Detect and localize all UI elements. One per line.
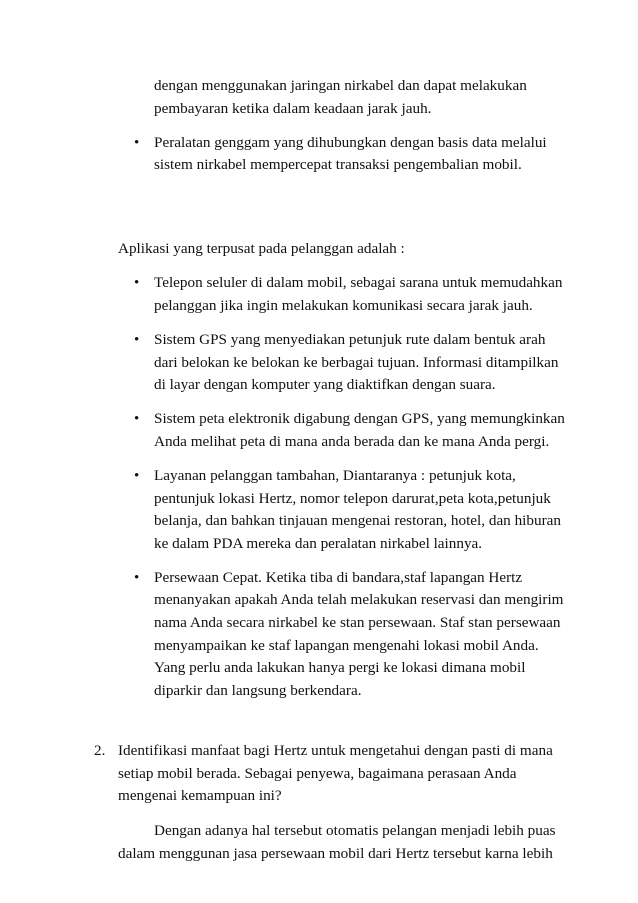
continuation-line: dengan menggunakan jaringan nirkabel dan dapat melakukan xyxy=(154,77,527,94)
bullet-text: Peralatan genggam yang dihubungkan dengan basis data melalui xyxy=(154,134,547,151)
bullet-text: Sistem peta elektronik digabung dengan GPS, yang memungkinkan xyxy=(154,410,565,427)
bullet-text: Yang perlu anda lakukan hanya pergi ke lokasi dimana mobil xyxy=(154,659,526,676)
bullet-text: nama Anda secara nirkabel ke stan persewaan. Staf stan persewaan xyxy=(154,614,561,631)
bullet-icon: • xyxy=(134,411,140,427)
bullet-text: pentunjuk lokasi Hertz, nomor telepon darurat,peta kota,petunjuk xyxy=(154,490,551,507)
answer-text: Dengan adanya hal tersebut otomatis pelangan menjadi lebih puas xyxy=(154,822,556,839)
question-text: mengenai kemampuan ini? xyxy=(118,787,282,804)
bullet-text: Persewaan Cepat. Ketika tiba di bandara,staf lapangan Hertz xyxy=(154,569,523,586)
bullet-text: di layar dengan komputer yang diaktifkan dengan suara. xyxy=(154,376,496,393)
bullet-icon: • xyxy=(134,570,140,586)
answer-text: dalam menggunan jasa persewaan mobil dari Hertz tersebut karna lebih xyxy=(118,845,553,862)
question-number: 2. xyxy=(94,742,106,759)
bullet-text: belanja, dan bahkan tinjauan mengenai restoran, hotel, dan hiburan xyxy=(154,512,561,529)
continuation-line: pembayaran ketika dalam keadaan jarak jauh. xyxy=(154,100,432,117)
bullet-icon: • xyxy=(134,275,140,291)
bullet-text: Sistem GPS yang menyediakan petunjuk rute dalam bentuk arah xyxy=(154,331,546,348)
bullet-text: menyampaikan ke staf lapangan mengenahi lokasi mobil Anda. xyxy=(154,637,539,654)
question-text: setiap mobil berada. Sebagai penyewa, bagaimana perasaan Anda xyxy=(118,765,517,782)
bullet-text: sistem nirkabel mempercepat transaksi pengembalian mobil. xyxy=(154,156,522,173)
bullet-text: menanyakan apakah Anda telah melakukan reservasi dan mengirim xyxy=(154,591,564,608)
section-intro: Aplikasi yang terpusat pada pelanggan adalah : xyxy=(118,240,405,257)
bullet-icon: • xyxy=(134,468,140,484)
bullet-text: diparkir dan langsung berkendara. xyxy=(154,682,362,699)
bullet-text: Telepon seluler di dalam mobil, sebagai sarana untuk memudahkan xyxy=(154,274,563,291)
bullet-icon: • xyxy=(134,135,140,151)
bullet-text: Layanan pelanggan tambahan, Diantaranya : petunjuk kota, xyxy=(154,467,516,484)
bullet-icon: • xyxy=(134,332,140,348)
bullet-text: ke dalam PDA mereka dan peralatan nirkabel lainnya. xyxy=(154,535,483,552)
bullet-text: dari belokan ke belokan ke berbagai tujuan. Informasi ditampilkan xyxy=(154,354,559,371)
bullet-text: Anda melihat peta di mana anda berada dan ke mana Anda pergi. xyxy=(154,433,550,450)
bullet-text: pelanggan jika ingin melakukan komunikasi secara jarak jauh. xyxy=(154,297,533,314)
question-text: Identifikasi manfaat bagi Hertz untuk mengetahui dengan pasti di mana xyxy=(118,742,553,759)
